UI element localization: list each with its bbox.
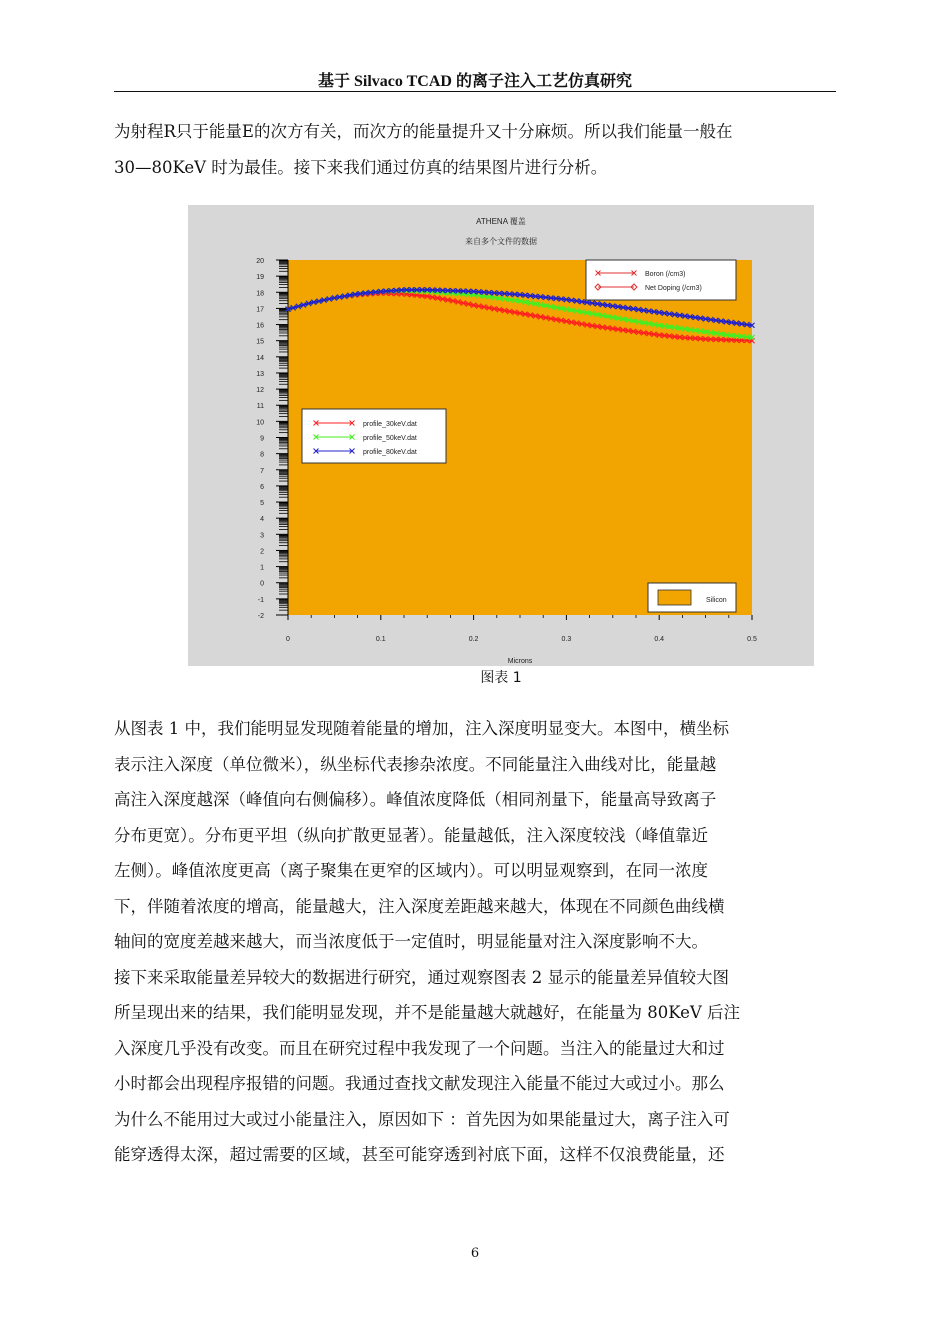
- legend-label: Net Doping (/cm3): [645, 285, 702, 292]
- intro-paragraph: [114, 114, 838, 185]
- y-tick-label: -1: [257, 596, 264, 604]
- page-number: 6: [470, 1246, 480, 1261]
- legend-label: Boron (/cm3): [645, 271, 686, 278]
- chart-title: ATHENA 覆盖: [476, 217, 526, 226]
- legend-label: profile_50keV.dat: [363, 435, 417, 442]
- line-chart: [188, 205, 814, 666]
- text-line: 30—80KeV 时为最佳。接下来我们通过仿真的结果图片进行分析。: [114, 157, 608, 177]
- legend-quantity-box: [586, 260, 736, 300]
- text-line: 下，伴随着浓度的增高，能量越大，注入深度差距越来越大，体现在不同颜色曲线横: [114, 896, 725, 916]
- x-tick-label: 0.2: [468, 636, 479, 643]
- text-line: 分布更宽）。分布更平坦（纵向扩散更显著）。能量越低，注入深度较浅（峰值靠近: [114, 825, 708, 845]
- text-line: 小时都会出现程序报错的问题。我通过查找文献发现注入能量不能过大或过小。那么: [114, 1074, 725, 1093]
- x-tick-label: 0.5: [747, 636, 757, 643]
- page-header-title: 基于 Silvaco TCAD 的离子注入工艺仿真研究: [318, 73, 632, 90]
- figure-caption: 图表 1: [480, 670, 522, 686]
- y-tick-label: 6: [260, 483, 264, 491]
- y-tick-label: 1: [260, 564, 264, 572]
- text-line: 为射程R只于能量E的次方有关，而次方的能量提升又十分麻烦。所以我们能量一般在: [114, 122, 733, 141]
- y-tick-label: 9: [260, 435, 264, 443]
- y-tick-label: 8: [260, 451, 264, 459]
- y-tick-label: 3: [260, 532, 264, 540]
- legend-label: profile_80keV.dat: [363, 449, 417, 456]
- text-line: 所呈现出来的结果，我们能明显发现，并不是能量越大就越好，在能量为 80KeV 后注: [114, 1003, 741, 1022]
- y-tick-label: 13: [256, 370, 264, 378]
- x-tick-label: 0.1: [375, 636, 386, 643]
- legend-label: Silicon: [706, 597, 727, 604]
- text-line: 表示注入深度（单位微米），纵坐标代表掺杂浓度。不同能量注入曲线对比，能量越: [114, 754, 717, 774]
- x-axis-label: Microns: [507, 658, 533, 665]
- header-rule: [114, 91, 836, 92]
- text-line: 为什么不能用过大或过小能量注入，原因如下 ：首先因为如果能量过大，离子注入可: [114, 1109, 730, 1129]
- text-line: 入深度几乎没有改变。而且在研究过程中我发现了一个问题。当注入的能量过大和过: [114, 1038, 725, 1058]
- body-paragraph: [114, 711, 838, 1173]
- y-tick-label: 19: [256, 274, 264, 282]
- y-tick-label: 14: [256, 354, 264, 362]
- y-tick-label: 2: [260, 548, 264, 556]
- y-tick-label: 15: [256, 338, 264, 346]
- chart-figure: [188, 205, 814, 666]
- x-tick-label: 0.4: [654, 636, 665, 643]
- text-line: 左侧）。峰值浓度更高（离子聚集在更窄的区域内）。可以明显观察到，在同一浓度: [114, 861, 708, 880]
- legend-label: profile_30keV.dat: [363, 421, 417, 428]
- chart-subtitle: 来自多个文件的数据: [465, 237, 537, 246]
- text-line: 接下来采取能量差异较大的数据进行研究，通过观察图表 2 显示的能量差异值较大图: [114, 967, 729, 987]
- y-tick-label: 18: [256, 290, 264, 298]
- y-tick-label: 12: [256, 387, 264, 395]
- y-tick-label: 16: [256, 322, 264, 330]
- text-line: 轴间的宽度差越来越大，而当浓度低于一定值时，明显能量对注入深度影响不大。: [114, 932, 708, 951]
- text-line: 高注入深度越深（峰值向右侧偏移）。峰值浓度降低（相同剂量下，能量高导致离子: [114, 790, 717, 809]
- text-line: 从图表 1 中，我们能明显发现随着能量的增加，注入深度明显变大。本图中，横坐标: [114, 719, 729, 738]
- text-line: 能穿透得太深，超过需要的区域，甚至可能穿透到衬底下面，这样不仅浪费能量，还: [114, 1145, 725, 1164]
- y-tick-label: 7: [260, 467, 264, 475]
- x-tick-label: 0: [286, 636, 290, 643]
- y-tick-label: 0: [260, 580, 264, 588]
- legend-material-swatch: [658, 590, 691, 605]
- y-tick-label: 20: [256, 258, 264, 265]
- y-tick-label: 17: [256, 306, 264, 314]
- y-tick-label: 5: [260, 500, 264, 508]
- y-tick-label: 10: [256, 419, 264, 427]
- x-tick-label: 0.3: [561, 636, 572, 643]
- y-tick-label: 11: [256, 403, 264, 411]
- y-tick-label: 4: [260, 516, 264, 524]
- y-tick-label: -2: [257, 613, 264, 620]
